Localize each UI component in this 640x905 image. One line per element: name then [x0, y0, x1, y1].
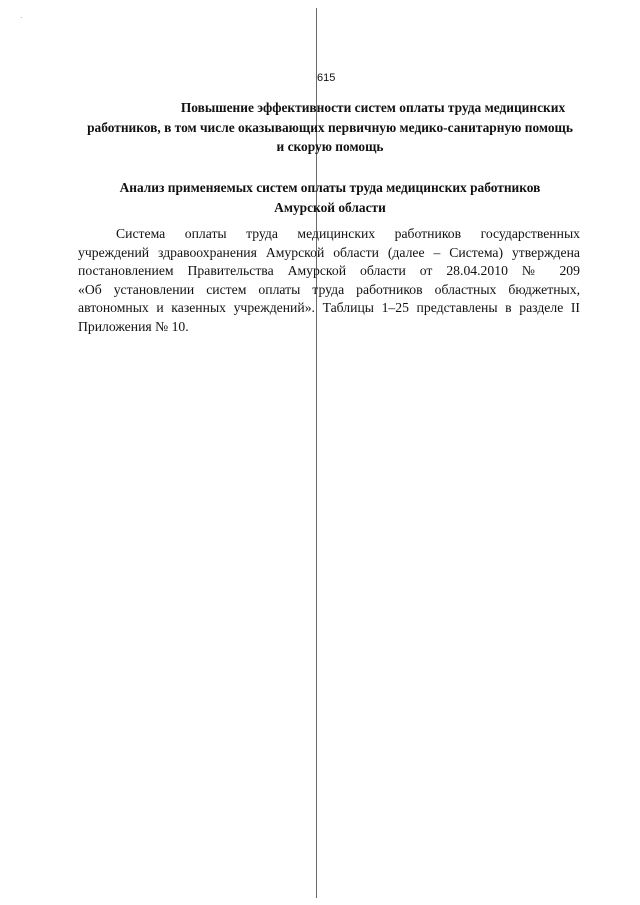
main-title-line: и скорую помощь [276, 139, 384, 154]
section-title-line: Амурской области [274, 199, 386, 215]
paragraph-line: автономных и казенных учреждений». Таблицы 1–25 представлены в разделе II [78, 300, 580, 315]
section-title [60, 178, 600, 217]
paragraph-line: Приложения № 10. [78, 318, 189, 334]
scan-speck: · [20, 14, 23, 22]
main-title [60, 98, 600, 157]
paragraph-line: учреждений здравоохранения Амурской области (далее – Система) утверждена [78, 244, 580, 260]
paragraph-line: постановлением Правительства Амурской области от 28.04.2010 № 209 [78, 263, 580, 278]
section-title-line: Анализ применяемых систем оплаты труда медицинских работников [119, 180, 541, 195]
main-title-line: Повышение эффективности систем оплаты труда медицинских [180, 100, 566, 115]
paragraph-line: Система оплаты труда медицинских работников государственных [116, 226, 580, 241]
body-paragraph [78, 225, 580, 336]
page-number: 615 [317, 72, 336, 84]
paragraph-line: «Об установлении систем оплаты труда работников областных бюджетных, [78, 281, 580, 297]
main-title-line: работников, в том числе оказывающих первичную медико-санитарную помощь [87, 119, 573, 135]
